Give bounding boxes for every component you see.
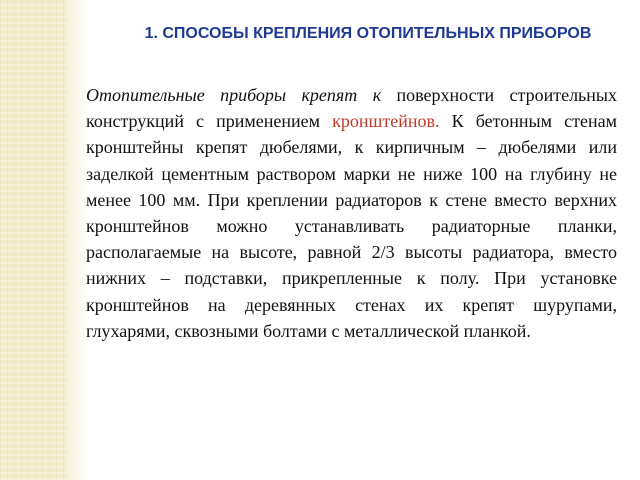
slide-title: 1. СПОСОБЫ КРЕПЛЕНИЯ ОТОПИТЕЛЬНЫХ ПРИБОРОВ [144,25,592,42]
paragraph-text-part-1: поверхности строительных конструкций с применением [86,85,617,132]
side-band-fade [66,0,88,480]
body-paragraph [86,82,617,344]
paragraph-text-part-2: К бетонным стенам кронштейны крепят дюбелями, к кирпичным – дюбелями или заделкой цементным раствором марки не ниже 100 на глубину не менее 100 мм. При креплении радиаторов к стене вместо верхних кронштейнов можно устанавливать радиаторные планки, располагаемые на высоте, равной 2/3 высоты радиатора, вместо нижних – подставки, прикрепленные к полу. При установке кронштейнов на деревянных стенах их крепят шурупами, глухарями, сквозными болтами с металлической планкой. [86,111,617,341]
decorative-side-band [0,0,66,480]
highlighted-term: кронштейнов. [332,111,440,132]
italic-lead-text: Отопительные приборы крепят к [86,85,382,105]
